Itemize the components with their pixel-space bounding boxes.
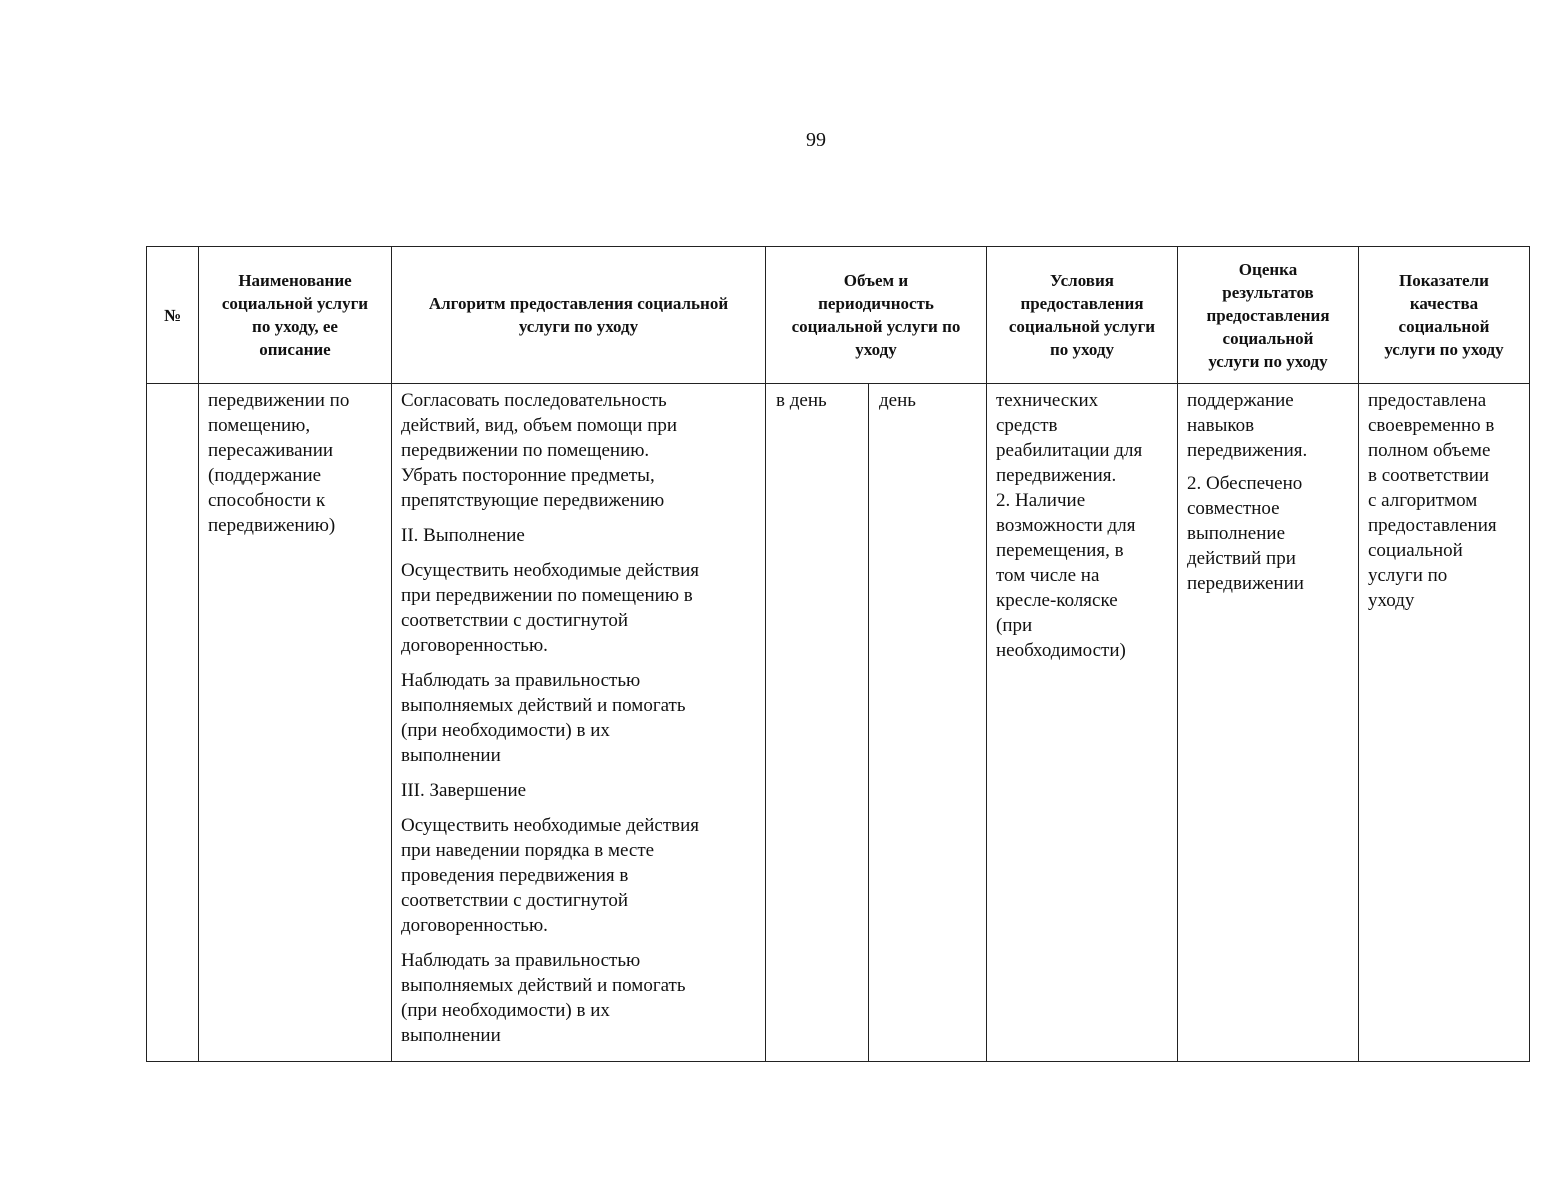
text-line: действий, вид, объем помощи при xyxy=(401,415,678,436)
text-line: предоставления xyxy=(1206,305,1330,325)
text-line: средств xyxy=(996,415,1058,436)
text-line: качества xyxy=(1409,294,1479,313)
text-line: Наименование xyxy=(238,271,352,290)
text-line: Показатели xyxy=(1399,271,1489,290)
text-line: услуги по уходу xyxy=(1384,340,1504,359)
cell-number xyxy=(147,384,199,1062)
text-line: уходу xyxy=(855,340,897,359)
text-line: социальной xyxy=(1222,328,1314,348)
text-line: описание xyxy=(259,340,331,359)
text-line: услуги по xyxy=(1368,565,1448,586)
text-line: способности к xyxy=(208,490,326,511)
text-line: предоставлена xyxy=(1368,390,1487,411)
text-line: передвижению) xyxy=(208,515,336,536)
text-line: Убрать посторонние предметы, xyxy=(401,465,655,486)
text-line: Оценка xyxy=(1238,259,1298,279)
text-line: социальной услуги по xyxy=(791,317,961,336)
volume-frequency: день xyxy=(879,390,916,411)
text-line: выполнении xyxy=(401,745,501,766)
text-line: Условия xyxy=(1050,271,1114,290)
text-line: выполнении xyxy=(401,1025,501,1046)
header-evaluation xyxy=(1178,247,1359,384)
text-line: (при xyxy=(996,615,1033,636)
text-line: Наблюдать за правильностью xyxy=(401,670,641,691)
text-line: передвижении по помещению. xyxy=(401,440,650,461)
text-line: II. Выполнение xyxy=(401,525,525,546)
text-line: Осуществить необходимые действия xyxy=(401,560,699,581)
text-line: при передвижении по помещению в xyxy=(401,585,693,606)
text-line: соответствии с достигнутой xyxy=(401,610,629,631)
text-line: препятствующие передвижению xyxy=(401,490,665,511)
algorithm-step xyxy=(401,388,756,513)
text-line: 2. Наличие xyxy=(996,490,1086,511)
table-row xyxy=(147,384,1530,1062)
text-line: социальной услуги xyxy=(1008,317,1156,336)
text-line: пересаживании xyxy=(208,440,334,461)
text-line: 2. Обеспечено xyxy=(1187,473,1303,494)
text-line: необходимости) xyxy=(996,640,1126,661)
text-line: поддержание xyxy=(1187,390,1294,411)
text-line: выполняемых действий и помогать xyxy=(401,695,686,716)
text-line: уходу xyxy=(1368,590,1415,611)
text-line: передвижении по xyxy=(208,390,350,411)
text-line: предоставления xyxy=(1020,294,1144,313)
text-line: передвижения. xyxy=(996,465,1117,486)
header-algorithm xyxy=(392,247,766,384)
text-line: услуги по уходу xyxy=(1208,351,1328,371)
text-line: реабилитации для xyxy=(996,440,1143,461)
header-volume xyxy=(766,247,987,384)
text-line: III. Завершение xyxy=(401,780,527,801)
text-line: проведения передвижения в xyxy=(401,865,629,886)
text-line: соответствии с достигнутой xyxy=(401,890,629,911)
text-line: социальной xyxy=(1398,317,1490,336)
algorithm-step xyxy=(401,813,756,938)
text-line: с алгоритмом xyxy=(1368,490,1478,511)
algorithm-step xyxy=(401,778,756,803)
text-line: своевременно в xyxy=(1368,415,1495,436)
cell-service-name xyxy=(199,384,392,1062)
text-line: периодичность xyxy=(818,294,934,313)
text-line: выполнение xyxy=(1187,523,1286,544)
text-line: по уходу, ее xyxy=(252,317,338,336)
algorithm-step xyxy=(401,668,756,768)
text-line: договоренностью. xyxy=(401,915,548,936)
text-line: Наблюдать за правильностью xyxy=(401,950,641,971)
text-line: услуги по уходу xyxy=(518,317,639,336)
volume-per-day: в день xyxy=(766,384,869,1061)
text-line: (при необходимости) в их xyxy=(401,1000,610,1021)
text-line: совместное xyxy=(1187,498,1280,519)
text-line: действий при xyxy=(1187,548,1296,569)
text-line: (поддержание xyxy=(208,465,322,486)
text-line: Алгоритм предоставления социальной xyxy=(428,294,729,313)
algorithm-steps xyxy=(401,388,756,1048)
cell-quality xyxy=(1359,384,1530,1062)
text-line: передвижения. xyxy=(1187,440,1308,461)
header-quality xyxy=(1359,247,1530,384)
text-line: передвижении xyxy=(1187,573,1304,594)
text-line: при наведении порядка в месте xyxy=(401,840,655,861)
algorithm-step xyxy=(401,558,756,658)
text-line: перемещения, в xyxy=(996,540,1124,561)
text-line: навыков xyxy=(1187,415,1255,436)
table-header-row xyxy=(147,247,1530,384)
text-line: том числе на xyxy=(996,565,1100,586)
header-service-name xyxy=(199,247,392,384)
cell-evaluation xyxy=(1178,384,1359,1062)
services-table xyxy=(146,246,1530,1062)
cell-volume xyxy=(766,384,987,1062)
text-line: помещению, xyxy=(208,415,311,436)
page-number: 99 xyxy=(806,129,826,151)
text-line: Объем и xyxy=(843,271,909,290)
cell-algorithm xyxy=(392,384,766,1062)
text-line: Осуществить необходимые действия xyxy=(401,815,699,836)
text-line: (при необходимости) в их xyxy=(401,720,610,741)
text-line: полном объеме xyxy=(1368,440,1491,461)
text-line: выполняемых действий и помогать xyxy=(401,975,686,996)
header-conditions xyxy=(987,247,1178,384)
text-line: в соответствии xyxy=(1368,465,1490,486)
algorithm-step xyxy=(401,523,756,548)
text-line: социальной xyxy=(1368,540,1463,561)
text-line: результатов xyxy=(1222,282,1314,302)
text-line: социальной услуги xyxy=(221,294,369,313)
cell-conditions xyxy=(987,384,1178,1062)
text-line: возможности для xyxy=(996,515,1136,536)
header-number: № xyxy=(147,247,199,384)
text-line: кресле-коляске xyxy=(996,590,1118,611)
text-line: по уходу xyxy=(1049,340,1114,359)
algorithm-step xyxy=(401,948,756,1048)
text-line: предоставления xyxy=(1368,515,1497,536)
text-line: технических xyxy=(996,390,1099,411)
text-line: Согласовать последовательность xyxy=(401,390,667,411)
text-line: договоренностью. xyxy=(401,635,548,656)
